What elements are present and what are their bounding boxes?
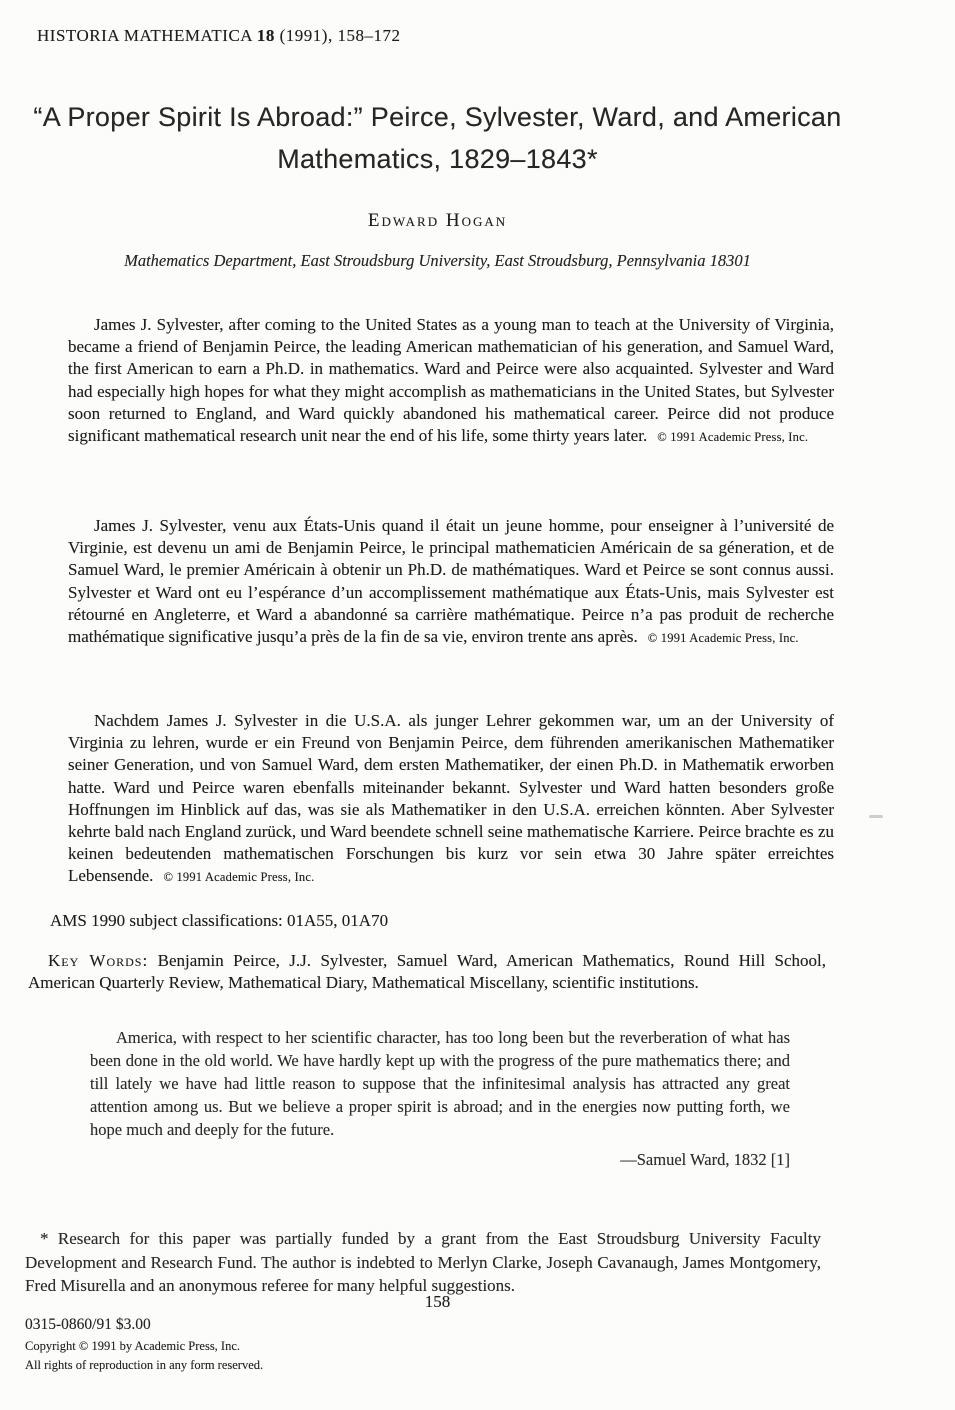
epigraph-attribution: —Samuel Ward, 1832 [1] [620,1150,790,1169]
journal-name: HISTORIA MATHEMATICA [37,26,253,45]
author-affiliation: Mathematics Department, East Stroudsburg University, East Stroudsburg, Pennsylvania 18301 [124,251,751,270]
abstract-french-copyright: © 1991 Academic Press, Inc. [647,631,799,646]
title-footnote: * Research for this paper was partially funded by a grant from the East Stroudsburg University Faculty Development and Research Fund. The author is indebted to Merlyn Clarke, Joseph Cavanaugh, James Montgomery, Fred Misurella and an anonymous referee for many helpful suggestions. [25,1229,821,1295]
abstract-english [68,314,834,448]
keywords-label: Key Words: [48,951,149,970]
abstract-english-text: James J. Sylvester, after coming to the United States as a young man to teach at the University of Virginia, became a friend of Benjamin Peirce, the leading American mathematician of his generation, and Samuel Ward, the first American to earn a Ph.D. in mathematics. Ward and Peirce were also acquainted. Sylvester and Ward had especially high hopes for what they might accomplish as mathematicians in the United States, but Sylvester soon returned to England, and Ward quickly abandoned his mathematical career. Peirce did not produce significant mathematical research unit near the end of his life, some thirty years later. [68,315,834,446]
paper-title: “A Proper Spirit Is Abroad:” Peirce, Sylvester, Ward, and American Mathematics, 1829–1843* [33,102,842,174]
imprint-block [25,1315,263,1375]
epigraph-block [90,1026,790,1171]
page-number: 158 [424,1292,451,1311]
abstract-german [68,710,834,889]
journal-issue-pages: (1991), 158–172 [279,26,401,45]
copyright-line: Copyright © 1991 by Academic Press, Inc. [25,1339,241,1353]
author-name: Edward Hogan [367,210,508,231]
journal-volume: 18 [256,26,275,45]
abstract-english-copyright: © 1991 Academic Press, Inc. [657,430,809,445]
abstract-german-text: Nachdem James J. Sylvester in die U.S.A. als junger Lehrer gekommen war, um an der University of Virginia zu lehren, wurde er ein Freund von Benjamin Peirce, dem führenden amerikanischen Mathematiker seiner Generation, und von Samuel Ward, dem ersten Mathematiker, der einen Ph.D. in Mathematik erworben hatte. Ward und Peirce waren ebenfalls miteinander bekannt. Sylvester und Ward hatten besonders große Hoffnungen im Hinblick auf das, was sie als Mathematiker in den U.S.A. erreichen könnten. Aber Sylvester kehrte bald nach England zurück, und Ward beendete schnell seine mathematische Karriere. Peirce brachte es zu keinen bedeutenden mathematischen Forschungen bis kurz vor sein etwa 30 Jahre später erreichtes Lebensende. [68,711,834,886]
scan-artifact [869,815,883,818]
keywords-text: Benjamin Peirce, J.J. Sylvester, Samuel Ward, American Mathematics, Round Hill School, American Quarterly Review, Mathematical Diary, Mathematical Miscellany, scientific institutions. [28,951,826,992]
journal-header [37,26,400,46]
abstract-german-copyright: © 1991 Academic Press, Inc. [163,870,315,885]
rights-line: All rights of reproduction in any form reserved. [25,1358,264,1372]
issn-price-line: 0315-0860/91 $3.00 [25,1316,151,1333]
abstract-french [68,515,834,649]
ams-classifications: AMS 1990 subject classifications: 01A55, 01A70 [50,911,389,930]
epigraph-text: America, with respect to her scientific character, has too long been but the reverberation of what has been done in the old world. We have hardly kept up with the progress of the pure mathematics there; and till lately we have had little reason to suppose that the infinitesimal analysis has attracted any great attention among us. But we believe a proper spirit is abroad; and in the energies now putting forth, we hope much and deeply for the future. [90,1028,790,1139]
abstract-french-text: James J. Sylvester, venu aux États-Unis quand il était un jeune homme, pour enseigner à l’université de Virginie, est devenu un ami de Benjamin Peirce, le principal mathematicien Américain de sa géneration, et de Samuel Ward, le premier Américain à obtenir un Ph.D. de mathématiques. Ward et Peirce se sont connus aussi. Sylvester et Ward ont eu l’espérance d’un accomplissement mathématique aux États-Unis, mais Sylvester est rétourné en Angleterre, et Ward a abandonné sa carrière mathématique. Peirce n’a pas produit de recherche mathématique significative jusqu’a près de la fin de sa vie, environ trente ans après. [68,516,834,647]
keywords-paragraph [28,950,826,993]
